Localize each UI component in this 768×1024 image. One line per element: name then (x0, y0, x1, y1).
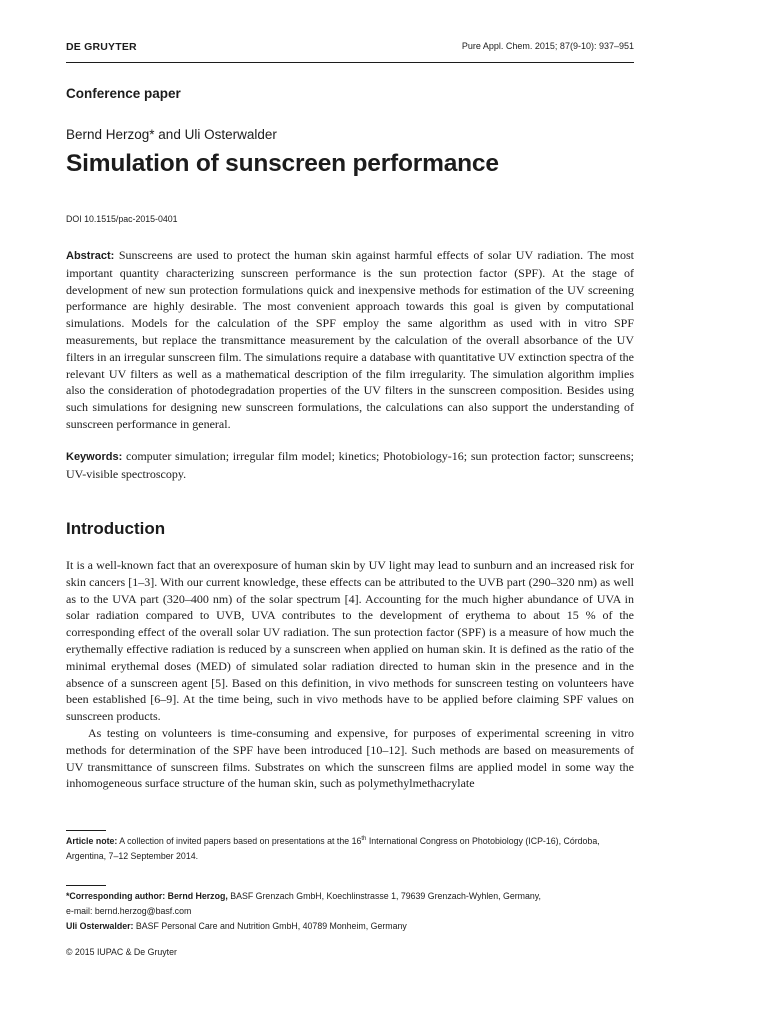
publisher-name: DE GRUYTER (66, 41, 137, 53)
corresponding-author-email[interactable]: e-mail: bernd.herzog@basf.com (66, 906, 192, 916)
article-note (66, 834, 634, 864)
corresponding-author-line (66, 889, 634, 904)
footnote-divider (66, 885, 106, 886)
ordinal-suffix: th (361, 836, 367, 843)
footnote-divider (66, 830, 106, 831)
abstract (66, 247, 634, 433)
coauthor-affiliation: BASF Personal Care and Nutrition GmbH, 40789 Monheim, Germany (135, 921, 407, 931)
article-note-text-continued: International Congress on Photobiology (ICP-16), Córdoba, Argentina, 7–12 September 2014. (66, 836, 600, 861)
article-note-label: Article note: (66, 836, 118, 846)
abstract-label: Abstract: (66, 250, 115, 262)
abstract-text: Sunscreens are used to protect the human skin against harmful effects of solar UV radiation. The most important quantity characterizing sunscreen performance is the sun protection factor (SPF). At the stage of development of new sun protection formulations quick and inexpensive methods for estimation of the UV screening performance are highly desirable. The most convenient approach towards this goal is given by computational simulations. Models for the calculation of the SPF employ the same algorithm as used with in vitro SPF measurements, but replace the transmittance measurement by the calculation of the overall absorbance of the UV filters in an irregular sunscreen film. The simulations require a database with quantitative UV extinction spectra of the relevant UV filters as well as a mathematical description of the film irregularity. The simulation algorithm implies also the consideration of photodegradation properties of the UV filters in the sunscreen composition. Besides using such simulations for designing new sunscreen formulations, the calculations can also support the understanding of sunscreen performance in general. (66, 248, 634, 431)
section-heading-introduction: Introduction (66, 519, 166, 538)
copyright-notice: © 2015 IUPAC & De Gruyter (66, 947, 177, 957)
paragraph: It is a well-known fact that an overexposure of human skin by UV light may lead to sunburn and an increased risk for skin cancers [1–3]. With our current knowledge, these effects can be attributed to the UVB part (290–320 nm) as well as to the UVA part (320–400 nm) of the solar spectrum [4]. Accounting for the much higher abundance of UVA in solar radiation compared to UVB, UVA contributes to the development of erythema to about 15 % of the corresponding effect of the overall solar UV radiation. The sun protection factor (SPF) is a measure of how much the erythemally effective radiation is reduced by a sunscreen when applied on human skin. It is defined as the ratio of the minimal erythemal doses (MED) of simulated solar radiation directed to human skin in the presence and in the absence of a sunscreen agent [5]. Based on this definition, in vivo methods for sunscreen testing on volunteers have been established [6–9]. At the time being, such in vivo methods have to be applied before claiming SPF values on sunscreen products. (66, 558, 634, 724)
introduction-body (66, 557, 634, 792)
paragraph: As testing on volunteers is time-consuming and expensive, for purposes of experimental screening in vitro methods for determination of the SPF have been introduced [10–12]. Such methods are based on measurements of UV transmittance of sunscreen films. Substrates on which the sunscreen films are applied model in some way the inhomogeneous surface structure of the human skin, such as polymethylmethacrylate (66, 725, 634, 791)
keywords-label: Keywords: (66, 451, 123, 463)
article-note-text: A collection of invited papers based on presentations at the 16 (119, 836, 362, 846)
article-title: Simulation of sunscreen performance (66, 150, 499, 177)
article-type-label: Conference paper (66, 86, 181, 101)
author-line: Bernd Herzog* and Uli Osterwalder (66, 127, 277, 142)
journal-citation: Pure Appl. Chem. 2015; 87(9-10): 937–951 (461, 41, 634, 51)
running-header (66, 40, 634, 63)
author-affiliations (66, 889, 634, 934)
coauthor-label: Uli Osterwalder: (66, 921, 134, 931)
keywords (66, 448, 634, 483)
doi-link[interactable]: DOI 10.1515/pac-2015-0401 (66, 214, 178, 224)
corresponding-author-affiliation: BASF Grenzach GmbH, Koechlinstrasse 1, 79639 Grenzach-Wyhlen, Germany, (230, 891, 541, 901)
coauthor-line (66, 919, 634, 934)
corresponding-author-label: *Corresponding author: Bernd Herzog, (66, 891, 228, 901)
keywords-text: computer simulation; irregular film model; kinetics; Photobiology-16; sun protection factor; sunscreens; UV-visible spectroscopy. (66, 449, 634, 481)
